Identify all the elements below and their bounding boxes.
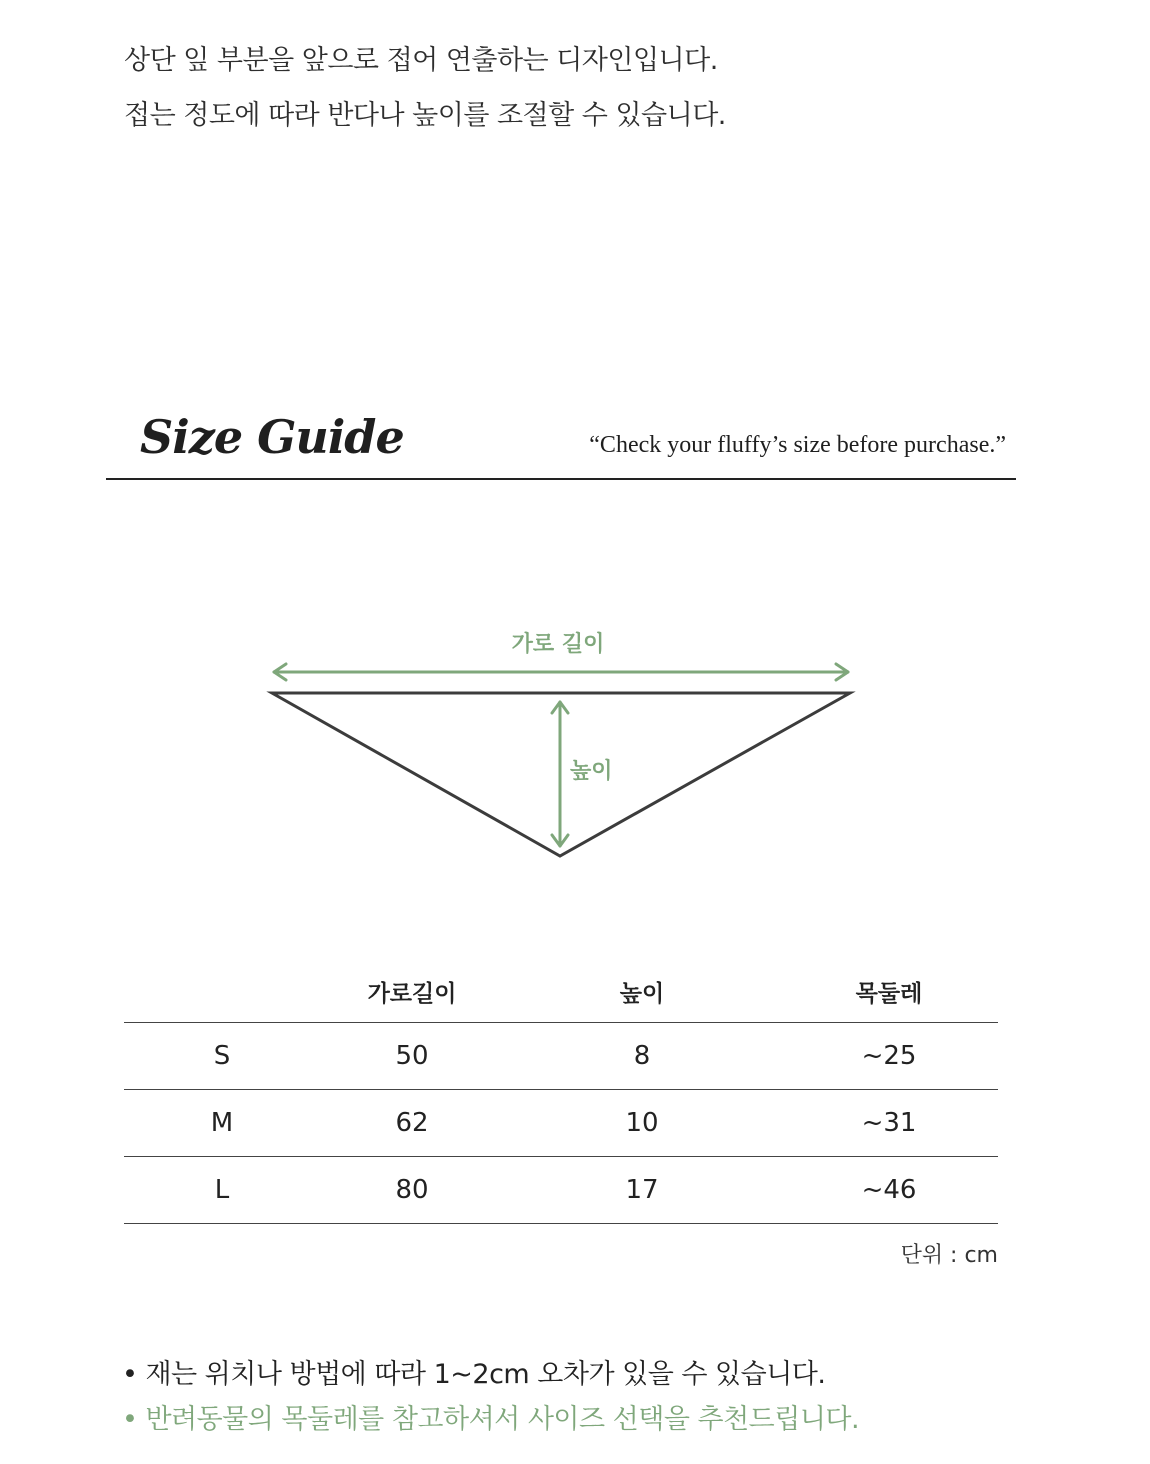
note-recommendation-text: 반려동물의 목둘레를 참고하셔서 사이즈 선택을 추천드립니다. [145,1404,860,1435]
height-label: 높이 [570,759,613,784]
neck-value: ~46 [780,1157,998,1224]
width-value: 80 [320,1157,504,1224]
note-measurement [122,1352,825,1391]
neck-value: ~25 [780,1023,998,1090]
bullet-icon: • [122,1359,138,1390]
note-recommendation [122,1397,859,1436]
size-table [124,960,998,1224]
height-value: 8 [504,1023,780,1090]
table-header-row [124,960,998,1023]
size-guide-quote: “Check your fluffy’s size before purchase.” [589,432,1006,458]
table-row [124,1157,998,1224]
size-label: M [124,1090,320,1157]
neck-value: ~31 [780,1090,998,1157]
title-divider [106,478,1016,480]
note-measurement-text: 재는 위치나 방법에 따라 1~2cm 오차가 있을 수 있습니다. [145,1359,826,1390]
table-row [124,1023,998,1090]
table-header-width: 가로길이 [320,960,504,1023]
width-value: 62 [320,1090,504,1157]
width-label: 가로 길이 [511,632,605,657]
intro-line-1: 상단 잎 부분을 앞으로 접어 연출하는 디자인입니다. [124,45,718,76]
size-label: L [124,1157,320,1224]
intro-line-2: 접는 정도에 따라 반다나 높이를 조절할 수 있습니다. [124,100,726,131]
table-row [124,1090,998,1157]
table-header-height: 높이 [504,960,780,1023]
height-value: 17 [504,1157,780,1224]
width-value: 50 [320,1023,504,1090]
bandana-diagram [260,620,880,870]
table-header-empty [124,960,320,1023]
size-guide-title: Size Guide [140,410,404,464]
table-header-neck: 목둘레 [780,960,998,1023]
height-arrow [552,702,568,846]
width-arrow [274,664,848,680]
bullet-icon: • [122,1404,138,1435]
unit-label: 단위 : cm [900,1243,998,1268]
size-label: S [124,1023,320,1090]
height-value: 10 [504,1090,780,1157]
